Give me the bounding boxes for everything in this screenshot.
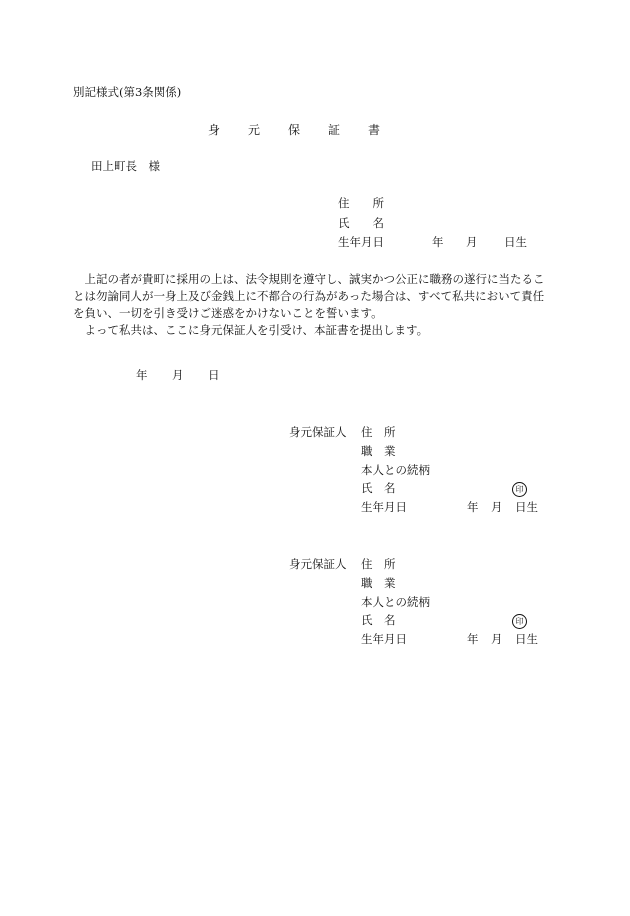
guarantor-birth-year: 年 <box>467 500 479 514</box>
guarantor-birth-label: 生年月日 <box>361 500 407 514</box>
title-char: 身 <box>207 123 220 137</box>
guarantor-name-label: 氏 名 <box>361 613 396 627</box>
guarantor-birth-label: 生年月日 <box>361 632 407 646</box>
seal-mark: 印 <box>512 482 527 497</box>
guarantor-birth-day: 日生 <box>515 500 538 514</box>
guarantor-heading: 身元保証人 <box>289 557 347 571</box>
title-char: 書 <box>367 123 380 137</box>
guarantor-heading: 身元保証人 <box>289 425 347 439</box>
guarantor-occupation-label: 職 業 <box>361 576 396 590</box>
guarantor-address-label: 住 所 <box>361 425 396 439</box>
guarantor-birth-day: 日生 <box>515 632 538 646</box>
guarantor-address-label: 住 所 <box>361 557 396 571</box>
document-title <box>0 124 630 136</box>
guarantor-birth-year: 年 <box>467 632 479 646</box>
pledge-text <box>73 271 553 339</box>
date-day: 日 <box>208 368 220 382</box>
guarantor-relation-label: 本人との続柄 <box>361 595 430 609</box>
title-char: 保 <box>287 123 300 137</box>
guarantor-name-label: 氏 名 <box>361 481 396 495</box>
employee-address-label: 住 所 <box>338 196 384 210</box>
date-year: 年 <box>136 368 148 382</box>
seal-mark: 印 <box>512 614 527 629</box>
date-month: 月 <box>172 368 184 382</box>
employee-birth-label: 生年月日 <box>338 235 384 249</box>
guarantor-birth-month: 月 <box>491 500 503 514</box>
pledge-paragraph: よって私共は、ここに身元保証人を引受け、本証書を提出します。 <box>84 323 429 337</box>
employee-birth-year: 年 <box>432 235 444 249</box>
employee-birth-month: 月 <box>466 235 478 249</box>
addressee: 田上町長 様 <box>91 159 160 173</box>
guarantor-occupation-label: 職 業 <box>361 444 396 458</box>
guarantor-birth-month: 月 <box>491 632 503 646</box>
pledge-paragraph: 上記の者が貴町に採用の上は、法令規則を遵守し、誠実かつ公正に職務の遂行に当たることは勿論同人が一身上及び金銭上に不都合の行為があった場合は、すべて私共において責任を負い、一切を引き受けご迷惑をかけないことを誓います。 <box>73 272 545 320</box>
employee-birth-day: 日生 <box>504 235 527 249</box>
employee-name-label: 氏 名 <box>338 216 384 230</box>
title-char: 証 <box>327 123 340 137</box>
form-reference: 別記様式(第3条関係) <box>73 85 182 99</box>
guarantor-relation-label: 本人との続柄 <box>361 463 430 477</box>
title-char: 元 <box>247 123 260 137</box>
